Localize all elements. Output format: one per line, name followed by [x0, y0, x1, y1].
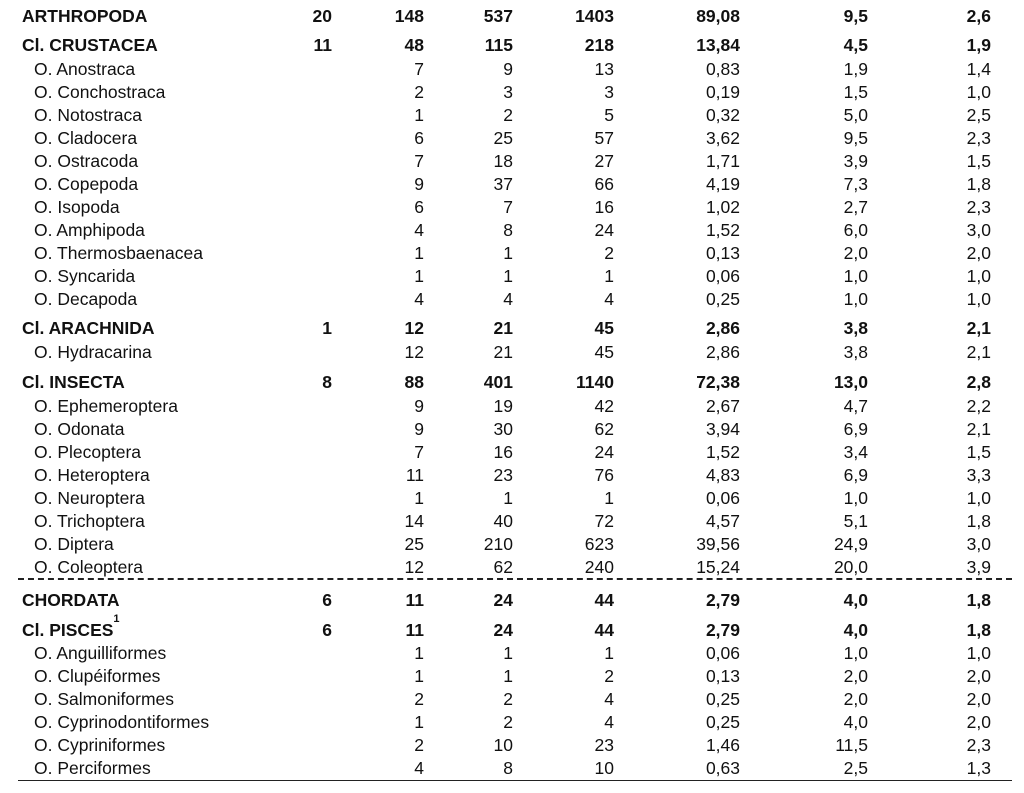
taxon-name	[34, 665, 160, 688]
cell-c4: 62	[594, 419, 614, 439]
cell-c7: 1,9	[966, 35, 991, 55]
cell-c5: 1,02	[705, 197, 740, 217]
taxon-name	[34, 288, 137, 311]
cell-c6: 3,8	[843, 342, 868, 362]
cell-c6: 1,5	[843, 82, 868, 102]
cell-c2: 2	[414, 82, 424, 102]
cell-c6: 2,0	[843, 689, 868, 709]
cell-c5: 89,08	[696, 6, 740, 26]
cell-c6: 1,9	[843, 59, 868, 79]
cell-c3: 115	[484, 35, 513, 55]
cell-c6: 9,5	[843, 128, 868, 148]
cell-c6: 1,0	[843, 266, 868, 286]
cell-c7: 2,1	[966, 342, 991, 362]
cell-c2: 1	[414, 712, 424, 732]
cell-c5: 13,84	[696, 35, 740, 55]
cell-c5: 1,71	[705, 151, 740, 171]
cell-c6: 3,4	[843, 442, 868, 462]
cell-c4: 1403	[575, 6, 614, 26]
cell-c5: 2,86	[705, 342, 740, 362]
cell-c6: 9,5	[843, 6, 868, 26]
cell-c2: 1	[414, 643, 424, 663]
taxon-label: Cl. CRUSTACEA	[22, 35, 158, 55]
cell-c7: 1,8	[966, 620, 991, 640]
cell-c3: 62	[493, 557, 513, 577]
cell-c2: 12	[404, 318, 424, 338]
cell-c4: 623	[584, 534, 614, 554]
taxon-label: O. Copepoda	[34, 174, 139, 194]
taxon-name	[34, 556, 143, 579]
taxon-label: O. Anguilliformes	[34, 643, 167, 663]
taxon-label: O. Perciformes	[34, 758, 151, 778]
cell-c2: 9	[414, 174, 424, 194]
taxon-label: O. Trichoptera	[34, 511, 145, 531]
cell-c3: 25	[493, 128, 513, 148]
cell-c5: 0,13	[705, 243, 740, 263]
taxon-label: O. Conchostraca	[34, 82, 166, 102]
taxon-name	[34, 173, 138, 196]
cell-c3: 401	[483, 372, 513, 392]
taxon-name	[34, 418, 124, 441]
cell-c5: 0,63	[705, 758, 740, 778]
cell-c5: 39,56	[696, 534, 740, 554]
cell-c7: 1,0	[966, 289, 991, 309]
class-row	[0, 613, 1024, 642]
cell-c3: 19	[493, 396, 513, 416]
order-row	[0, 556, 1024, 579]
cell-c3: 23	[493, 465, 513, 485]
cell-c7: 2,0	[966, 689, 991, 709]
cell-c4: 1	[604, 643, 614, 663]
cell-c3: 21	[493, 318, 513, 338]
order-row	[0, 58, 1024, 81]
taxon-label: Cl. PISCES	[22, 620, 114, 640]
taxon-name	[22, 613, 120, 642]
taxon-label: O. Decapoda	[34, 289, 138, 309]
phylum-row	[0, 5, 1024, 28]
taxon-name	[34, 58, 135, 81]
cell-c1: 6	[322, 590, 332, 610]
cell-c6: 24,9	[833, 534, 868, 554]
cell-c4: 2	[604, 243, 614, 263]
cell-c6: 1,0	[843, 643, 868, 663]
cell-c4: 45	[594, 318, 614, 338]
footnote-marker: 1	[113, 613, 120, 626]
cell-c3: 7	[503, 197, 513, 217]
cell-c1: 6	[322, 620, 332, 640]
cell-c7: 3,0	[966, 220, 991, 240]
order-row	[0, 242, 1024, 265]
cell-c4: 44	[594, 620, 614, 640]
order-row	[0, 688, 1024, 711]
cell-c2: 7	[414, 151, 424, 171]
order-row	[0, 341, 1024, 364]
order-row	[0, 464, 1024, 487]
cell-c7: 1,0	[966, 266, 991, 286]
cell-c7: 2,0	[966, 666, 991, 686]
taxon-label: Cl. ARACHNIDA	[22, 318, 155, 338]
taxon-label: O. Anostraca	[34, 59, 136, 79]
taxon-name	[34, 265, 135, 288]
order-row	[0, 127, 1024, 150]
cell-c3: 8	[503, 758, 513, 778]
cell-c6: 4,0	[843, 620, 868, 640]
cell-c3: 210	[483, 534, 513, 554]
order-row	[0, 642, 1024, 665]
cell-c7: 1,0	[966, 488, 991, 508]
cell-c6: 1,0	[843, 289, 868, 309]
taxon-name	[34, 487, 145, 510]
cell-c3: 8	[503, 220, 513, 240]
cell-c7: 2,8	[966, 372, 991, 392]
cell-c5: 0,25	[705, 289, 740, 309]
cell-c4: 4	[604, 289, 614, 309]
cell-c6: 5,1	[843, 511, 868, 531]
cell-c4: 44	[594, 590, 614, 610]
taxon-label: Cl. INSECTA	[22, 372, 125, 392]
cell-c4: 218	[584, 35, 614, 55]
taxon-name	[34, 104, 142, 127]
taxon-name	[34, 219, 145, 242]
cell-c5: 0,19	[705, 82, 740, 102]
cell-c3: 1	[503, 488, 513, 508]
class-row	[0, 317, 1024, 340]
cell-c6: 20,0	[833, 557, 868, 577]
cell-c6: 6,9	[843, 465, 868, 485]
cell-c2: 12	[404, 342, 424, 362]
cell-c2: 14	[404, 511, 424, 531]
taxon-label: O. Amphipoda	[34, 220, 145, 240]
order-row	[0, 711, 1024, 734]
cell-c4: 72	[594, 511, 614, 531]
cell-c1: 1	[322, 318, 332, 338]
taxon-name	[34, 341, 152, 364]
cell-c4: 5	[604, 105, 614, 125]
cell-c7: 2,3	[966, 735, 991, 755]
cell-c7: 1,4	[966, 59, 991, 79]
taxon-name	[22, 589, 120, 612]
cell-c5: 2,79	[705, 620, 740, 640]
cell-c2: 148	[394, 6, 424, 26]
taxon-label: O. Cypriniformes	[34, 735, 166, 755]
taxon-name	[34, 757, 151, 780]
cell-c2: 12	[404, 557, 424, 577]
cell-c3: 4	[503, 289, 513, 309]
cell-c4: 10	[594, 758, 614, 778]
cell-c4: 4	[604, 689, 614, 709]
cell-c5: 0,25	[705, 712, 740, 732]
cell-c5: 3,94	[705, 419, 740, 439]
cell-c4: 23	[594, 735, 614, 755]
cell-c3: 16	[493, 442, 513, 462]
cell-c6: 3,8	[843, 318, 868, 338]
cell-c3: 18	[493, 151, 513, 171]
cell-c4: 240	[584, 557, 614, 577]
taxon-label: O. Isopoda	[34, 197, 120, 217]
cell-c2: 25	[404, 534, 424, 554]
cell-c3: 2	[503, 712, 513, 732]
taxon-name	[34, 688, 174, 711]
order-row	[0, 104, 1024, 127]
cell-c7: 2,2	[966, 396, 991, 416]
cell-c4: 1	[604, 488, 614, 508]
cell-c3: 24	[493, 590, 513, 610]
cell-c7: 1,8	[966, 511, 991, 531]
cell-c6: 2,7	[843, 197, 868, 217]
taxon-label: O. Odonata	[34, 419, 125, 439]
cell-c5: 0,32	[705, 105, 740, 125]
order-row	[0, 288, 1024, 311]
taxon-label: O. Thermosbaenacea	[34, 243, 203, 263]
cell-c1: 20	[312, 6, 332, 26]
order-row	[0, 734, 1024, 757]
cell-c5: 4,19	[705, 174, 740, 194]
cell-c7: 3,3	[966, 465, 991, 485]
cell-c3: 40	[493, 511, 513, 531]
cell-c7: 2,1	[966, 318, 991, 338]
cell-c2: 6	[414, 128, 424, 148]
cell-c5: 1,46	[705, 735, 740, 755]
cell-c3: 1	[503, 243, 513, 263]
table-bottom-rule	[18, 780, 1012, 781]
cell-c6: 11,5	[835, 735, 868, 755]
cell-c6: 3,9	[843, 151, 868, 171]
cell-c3: 24	[493, 620, 513, 640]
cell-c5: 0,06	[705, 488, 740, 508]
cell-c4: 2	[604, 666, 614, 686]
phylum-row	[0, 589, 1024, 612]
cell-c3: 1	[503, 666, 513, 686]
cell-c6: 2,0	[843, 243, 868, 263]
cell-c6: 2,5	[843, 758, 868, 778]
cell-c3: 1	[503, 643, 513, 663]
cell-c3: 2	[503, 105, 513, 125]
cell-c2: 9	[414, 396, 424, 416]
taxon-name	[34, 441, 141, 464]
cell-c2: 9	[414, 419, 424, 439]
cell-c6: 4,5	[843, 35, 868, 55]
taxon-label: O. Heteroptera	[34, 465, 150, 485]
cell-c1: 11	[313, 35, 332, 55]
cell-c2: 1	[414, 105, 424, 125]
cell-c4: 13	[594, 59, 614, 79]
taxon-name	[34, 464, 150, 487]
cell-c2: 7	[414, 59, 424, 79]
cell-c7: 1,8	[966, 590, 991, 610]
cell-c4: 76	[594, 465, 614, 485]
taxon-name	[34, 81, 165, 104]
order-row	[0, 487, 1024, 510]
order-row	[0, 196, 1024, 219]
cell-c6: 4,0	[843, 712, 868, 732]
taxon-label: O. Ostracoda	[34, 151, 139, 171]
taxon-name	[34, 395, 178, 418]
cell-c2: 2	[414, 689, 424, 709]
cell-c7: 2,3	[966, 197, 991, 217]
cell-c5: 0,06	[705, 266, 740, 286]
order-row	[0, 533, 1024, 556]
taxon-name	[34, 642, 166, 665]
cell-c5: 2,86	[705, 318, 740, 338]
taxon-label: O. Ephemeroptera	[34, 396, 178, 416]
taxon-label: O. Clupéiformes	[34, 666, 161, 686]
cell-c4: 24	[594, 220, 614, 240]
order-row	[0, 150, 1024, 173]
order-row	[0, 757, 1024, 780]
taxon-label: CHORDATA	[22, 590, 120, 610]
taxon-name	[34, 242, 203, 265]
cell-c2: 6	[414, 197, 424, 217]
taxon-label: O. Neuroptera	[34, 488, 145, 508]
cell-c2: 4	[414, 758, 424, 778]
cell-c2: 11	[405, 620, 424, 640]
class-row	[0, 371, 1024, 394]
cell-c5: 0,83	[705, 59, 740, 79]
taxon-name	[34, 196, 120, 219]
taxon-label: O. Syncarida	[34, 266, 136, 286]
cell-c7: 2,5	[966, 105, 991, 125]
cell-c3: 2	[503, 689, 513, 709]
order-row	[0, 81, 1024, 104]
cell-c2: 4	[414, 220, 424, 240]
cell-c7: 1,5	[966, 442, 991, 462]
cell-c7: 2,0	[966, 243, 991, 263]
taxon-name	[34, 711, 209, 734]
cell-c2: 1	[414, 266, 424, 286]
cell-c2: 7	[414, 442, 424, 462]
cell-c5: 2,79	[705, 590, 740, 610]
order-row	[0, 219, 1024, 242]
cell-c6: 5,0	[843, 105, 868, 125]
cell-c6: 2,0	[843, 666, 868, 686]
taxon-label: O. Plecoptera	[34, 442, 141, 462]
cell-c2: 11	[405, 465, 424, 485]
cell-c3: 37	[493, 174, 513, 194]
taxon-name	[22, 317, 155, 340]
cell-c3: 537	[483, 6, 513, 26]
cell-c7: 2,3	[966, 128, 991, 148]
cell-c6: 4,0	[843, 590, 868, 610]
cell-c2: 1	[414, 243, 424, 263]
taxon-name	[34, 510, 145, 533]
taxon-label: O. Notostraca	[34, 105, 142, 125]
cell-c2: 1	[414, 488, 424, 508]
cell-c2: 1	[414, 666, 424, 686]
cell-c7: 1,5	[966, 151, 991, 171]
cell-c3: 1	[503, 266, 513, 286]
order-row	[0, 418, 1024, 441]
order-row	[0, 441, 1024, 464]
cell-c4: 1140	[576, 372, 614, 392]
cell-c5: 4,83	[705, 465, 740, 485]
cell-c4: 57	[594, 128, 614, 148]
cell-c4: 45	[594, 342, 614, 362]
cell-c5: 3,62	[705, 128, 740, 148]
cell-c5: 72,38	[696, 372, 740, 392]
cell-c7: 3,9	[966, 557, 991, 577]
cell-c3: 21	[493, 342, 513, 362]
cell-c2: 11	[405, 590, 424, 610]
cell-c5: 0,13	[705, 666, 740, 686]
cell-c4: 1	[604, 266, 614, 286]
cell-c5: 0,06	[705, 643, 740, 663]
cell-c4: 24	[594, 442, 614, 462]
cell-c6: 1,0	[843, 488, 868, 508]
cell-c5: 0,25	[705, 689, 740, 709]
taxon-label: ARTHROPODA	[22, 6, 148, 26]
cell-c4: 4	[604, 712, 614, 732]
cell-c5: 15,24	[696, 557, 740, 577]
taxon-name	[34, 533, 114, 556]
cell-c2: 2	[414, 735, 424, 755]
class-row	[0, 34, 1024, 57]
cell-c4: 27	[594, 151, 614, 171]
cell-c1: 8	[322, 372, 332, 392]
cell-c4: 66	[594, 174, 614, 194]
cell-c4: 42	[594, 396, 614, 416]
cell-c7: 3,0	[966, 534, 991, 554]
cell-c7: 1,3	[966, 758, 991, 778]
taxon-name	[22, 371, 125, 394]
taxon-label: O. Salmoniformes	[34, 689, 175, 709]
order-row	[0, 173, 1024, 196]
taxon-label: O. Diptera	[34, 534, 114, 554]
cell-c2: 48	[404, 35, 424, 55]
taxon-name	[22, 5, 147, 28]
taxon-label: O. Hydracarina	[34, 342, 152, 362]
cell-c3: 30	[493, 419, 513, 439]
cell-c7: 1,8	[966, 174, 991, 194]
cell-c6: 7,3	[843, 174, 868, 194]
cell-c2: 88	[404, 372, 424, 392]
cell-c3: 9	[503, 59, 513, 79]
order-row	[0, 395, 1024, 418]
taxon-label: O. Cyprinodontiformes	[34, 712, 210, 732]
cell-c6: 4,7	[843, 396, 868, 416]
cell-c6: 6,0	[843, 220, 868, 240]
taxon-name	[34, 127, 137, 150]
cell-c2: 4	[414, 289, 424, 309]
cell-c7: 1,0	[966, 82, 991, 102]
cell-c7: 2,0	[966, 712, 991, 732]
cell-c4: 3	[604, 82, 614, 102]
cell-c5: 4,57	[705, 511, 740, 531]
order-row	[0, 665, 1024, 688]
cell-c7: 1,0	[966, 643, 991, 663]
taxon-label: O. Cladocera	[34, 128, 138, 148]
cell-c5: 1,52	[705, 220, 740, 240]
taxon-name	[34, 734, 165, 757]
taxon-name	[22, 34, 158, 57]
cell-c5: 2,67	[705, 396, 740, 416]
order-row	[0, 265, 1024, 288]
cell-c3: 10	[493, 735, 513, 755]
order-row	[0, 510, 1024, 533]
taxon-label: O. Coleoptera	[34, 557, 143, 577]
cell-c6: 6,9	[843, 419, 868, 439]
cell-c6: 13,0	[833, 372, 868, 392]
cell-c5: 1,52	[705, 442, 740, 462]
cell-c7: 2,1	[966, 419, 991, 439]
cell-c3: 3	[503, 82, 513, 102]
cell-c7: 2,6	[966, 6, 991, 26]
taxon-name	[34, 150, 138, 173]
cell-c4: 16	[594, 197, 614, 217]
